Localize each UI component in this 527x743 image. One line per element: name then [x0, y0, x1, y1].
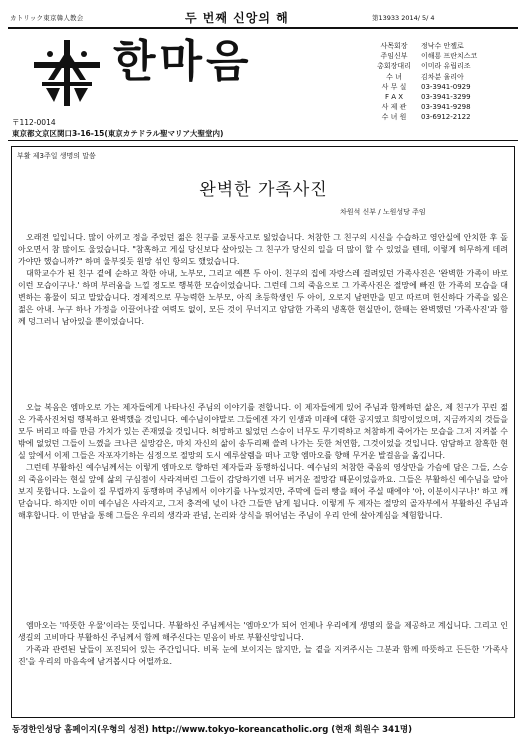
article-block: [18, 232, 508, 328]
staff-row: [373, 82, 477, 92]
staff-role: 총회장대리: [377, 62, 411, 71]
staff-name: 03-3941-0929: [421, 82, 471, 91]
staff-role: F A X: [384, 93, 404, 102]
staff-row: [373, 102, 477, 112]
article-block: [18, 620, 508, 668]
article-title: 완벽한 가족사진: [199, 180, 328, 200]
staff-row: [373, 92, 477, 102]
staff-role: 사 제 관: [381, 103, 407, 112]
staff-role: 수 녀: [386, 72, 402, 81]
church-logo-icon: [34, 40, 100, 106]
article-paragraph: 오늘 복음은 엠마오로 가는 제자들에게 나타나신 주님의 이야기를 전합니다. 이 제자들에게 있어 주님과 함께하던 삶은, 제 친구가 꾸린 젊은 가족사진처럼 행복하고 완벽했을 것입니다. 예수님이야말로 그들에겐 자기 인생과 미래에 대한 공지였고 희망이었으며, 지금까지의 것들을 모두 버리고 따를 만큼 가치가 있는 존재였을 것입니다. 허망하고 잃었던 스승이 너무도 무기력하고 처참하게 죽어가는 모습을 그저 지켜볼 수밖에 없었던 그들이 느꼈을 크나큰 실망감은, 마치 자신의 삶이 송두리째 쓸려 나가는 듯한 처연함, 그것이었을 것입니다. 암담하고 참혹한 현실 앞에서 이제 그들은 자포자기하는 심정으로 절망의 도시 예루살렘을 떠나 고향 엠마오를 향해 무거운 발걸음을 옮깁니다.: [18, 403, 508, 460]
staff-row: [373, 112, 477, 122]
staff-directory: [373, 41, 477, 123]
article-paragraph: 엠마오는 '따뜻한 우물'이라는 뜻입니다. 부활하신 주님께서는 '엠마오'가 되어 언제나 우리에게 생명의 물을 제공하고 계십니다. 그리고 인생길의 고비마다 부활하신 주님께서 함께 해주신다는 믿음이 바로 부활신앙입니다.: [18, 621, 508, 642]
staff-role: 수 녀 원: [381, 113, 407, 122]
staff-name: 이미라 유립리조: [421, 62, 471, 71]
staff-row: [373, 41, 477, 51]
article-paragraph: 오래전 일입니다. 많이 아끼고 정을 주었던 젊은 친구를 교통사고로 잃었습니다. 처참한 그 친구의 시신을 수습하고 영안실에 안치한 후 돌아오면서 참 많이도 울었습니다. "참혹하고 게실 당신보다 살아있는 그 친구가 당신의 일을 더 많이 할 수 있었을 텐데, 이렇게 허무하게 데려가야만 했습니까?" 하며 울부짖듯 원망 섞인 항의도 했었습니다.: [18, 233, 508, 266]
staff-name: 03-3941-9298: [421, 103, 471, 112]
staff-role: 사목회장: [380, 42, 408, 50]
issue-date: 第13933 2014/ 5/ 4: [372, 14, 435, 22]
article-section-label: 부활 제3주일 생명의 말씀: [17, 152, 96, 160]
postal-code: 〒112-0014: [12, 118, 56, 127]
top-rule: [8, 27, 518, 29]
staff-name: 김차분 율리아: [421, 72, 464, 81]
staff-name: 03-3941-3299: [421, 93, 471, 102]
staff-row: [373, 51, 477, 61]
staff-name: 03-6912-2122: [421, 113, 471, 122]
church-address: 東京都文京区関口3-16-15(東京カテドラル聖マリア大聖堂内): [12, 129, 224, 138]
newsletter-masthead: 한마음: [113, 36, 253, 87]
staff-row: [373, 61, 477, 71]
staff-name: 정낙수 안젤로: [421, 42, 464, 50]
staff-name: 이해룡 프란치스코: [421, 52, 478, 61]
footer-website[interactable]: 동경한인성당 홈페이지(우형의 성전) http://www.tokyo-koreancatholic.org (현재 회원수 341명): [12, 725, 412, 735]
article-paragraph: 가족과 관련된 날들이 포진되어 있는 주간입니다. 비록 눈에 보이지는 않지만, 늘 곁을 지켜주시는 그분과 함께 따뜻하고 든든한 '가족사진'을 우리의 마음속에 남겨봅시다 어떨까요.: [18, 645, 508, 666]
staff-row: [373, 72, 477, 82]
staff-role: 주임신부: [380, 52, 408, 61]
banner-subtitle: 두 번째 신앙의 해: [185, 11, 289, 25]
header-divider: [8, 140, 518, 141]
article-paragraph: 그런데 부활하신 예수님께서는 이렇게 엠마오로 향하던 제자들과 동행하십니다. 예수님의 처참한 죽음의 영상만을 가슴에 담은 그들, 스승의 죽음이라는 현실 앞에 삶의 구심점이 사라져버린 그들이 감당하기엔 너무 버거운 절망감 때문이었을까요. 그들은 부활하신 예수님을 알아보지 못합니다. 노을이 질 무렵까지 동행하며 주님께서 이야기를 나누었지만, 주막에 들러 빵을 떼어 주실 때에야 '아, 이분이시구나!' 하고 깨닫습니다. 하지만 이미 예수님은 사라지고, 그저 충격에 넋이 나간 그들만 남게 됩니다. 이렇게 두 제자는 절망의 골자부에서 부활하신 주님과 해후합니다. 이 만남을 통해 그들은 우리의 생각과 관념, 논리와 상식을 뛰어넘는 주님이 우리 안에 살아계심을 체험합니다.: [18, 463, 508, 520]
article-author: 차원석 신부 / 노원성당 주임: [340, 208, 426, 216]
church-name: カトリック東京韓人教会: [10, 14, 84, 22]
article-block: [18, 402, 508, 522]
article-paragraph: 대학교수가 된 친구 곁에 순하고 착한 아내, 노부모, 그리고 예쁜 두 아이. 친구의 집에 자랑스레 걸려있던 가족사진은 '완벽한 가족이 바로 이런 모습이구나.' 하며 부러움을 느낄 정도로 행복한 모습이었습니다. 그런데 그의 죽음으로 그 가족사진은 절망에 빠진 한 가족의 모습을 대변하는 흉물이 되고 말았습니다. 경제적으로 무능력한 노부모, 아직 초등학생인 두 아이, 오로지 남편만을 믿고 따르며 헌신하다 가족을 잃은 젊은 아내. 누구 하나 가정을 이끌어나갈 여력도 없이, 모든 것이 무너지고 암담한 가족의 냉혹한 현실만이, 한때는 완벽했던 '가족사진'과 함께 덩그러니 남아있을 뿐이었습니다.: [18, 269, 508, 326]
staff-role: 사 무 실: [381, 82, 407, 91]
